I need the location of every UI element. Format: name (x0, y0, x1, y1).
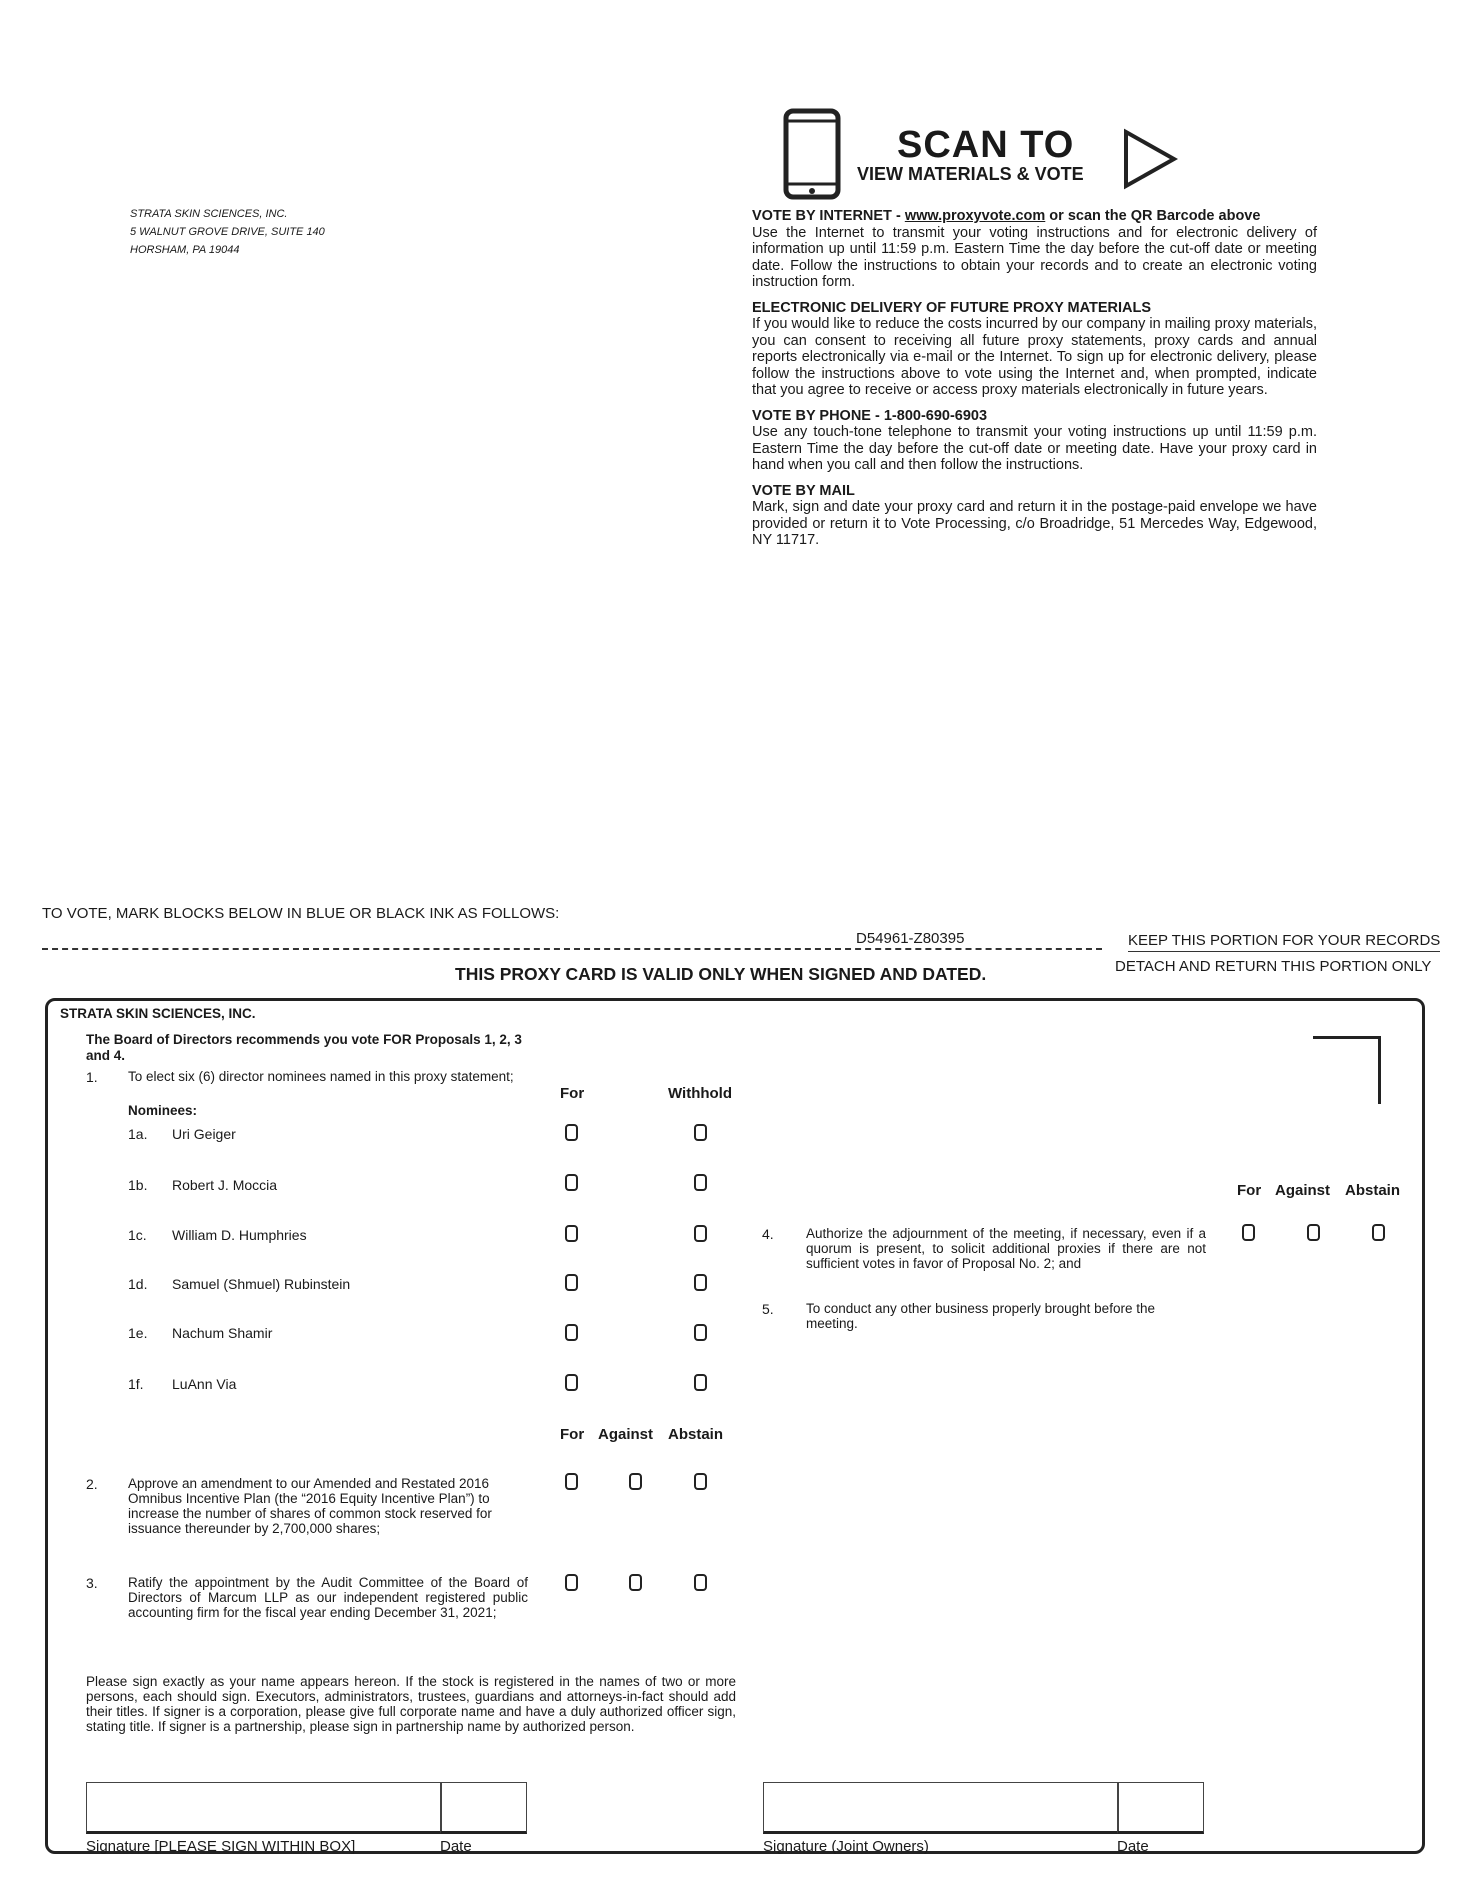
address-line-1: 5 WALNUT GROVE DRIVE, SUITE 140 (130, 226, 325, 238)
electronic-delivery-body: If you would like to reduce the costs incurred by our company in mailing proxy materials, you can consent to receiving all future proxy statements, proxy cards and annual reports electronically via e-mail or the Internet. To sign up for electronic delivery, please follow the instructions above to vote using the Internet and, when prompted, indicate that you agree to receive or access proxy materials electronically in future years. (752, 316, 1317, 398)
col-header-for-4: For (1237, 1182, 1262, 1199)
electronic-delivery-section (752, 300, 1317, 399)
nominee-1f-withhold-checkbox[interactable] (694, 1374, 707, 1391)
nominee-1d-for-checkbox[interactable] (565, 1274, 578, 1291)
company-name: STRATA SKIN SCIENCES, INC. (130, 208, 288, 220)
keep-portion-label: KEEP THIS PORTION FOR YOUR RECORDS (1128, 932, 1440, 952)
proposal-4-for-checkbox[interactable] (1242, 1224, 1255, 1241)
proposal-3-for-checkbox[interactable] (565, 1574, 578, 1591)
joint-signature-label: Signature (Joint Owners) (763, 1838, 929, 1855)
vote-by-internet-heading (752, 208, 1317, 225)
col-header-withhold: Withhold (668, 1085, 733, 1102)
proposal-3-number: 3. (86, 1575, 98, 1591)
scan-title: SCAN TO (897, 124, 1075, 166)
col-header-for: For (560, 1085, 585, 1102)
col-header-abstain-4: Abstain (1345, 1182, 1401, 1199)
proposal-3-abstain-checkbox[interactable] (694, 1574, 707, 1591)
proposal-3-text: Ratify the appointment by the Audit Committee of the Board of Directors of Marcum LLP as our independent registered public accounting firm for the fiscal year ending December 31, 2021; (128, 1575, 528, 1620)
vote-by-mail-section (752, 483, 1317, 549)
proposal-2-against-checkbox[interactable] (629, 1473, 642, 1490)
nominee-1a-for-checkbox[interactable] (565, 1124, 578, 1141)
vote-by-mail-heading: VOTE BY MAIL (752, 482, 855, 499)
nominees-heading: Nominees: (128, 1103, 198, 1118)
nominee-1f-id: 1f. (128, 1376, 144, 1392)
vote-by-internet-section (752, 208, 1317, 291)
voting-instructions (752, 208, 1317, 558)
signature-label: Signature [PLEASE SIGN WITHIN BOX] (86, 1838, 356, 1855)
proxyvote-link[interactable]: www.proxyvote.com (904, 208, 1046, 224)
signing-instructions: Please sign exactly as your name appears hereon. If the stock is registered in the names of two or more persons, each should sign. Executors, administrators, trustees, guardians and attorneys-in-fact should add their titles. If signer is a corporation, please give full corporate name and have a duly authorized officer sign, stating title. If signer is a partnership, please sign in partnership name by authorized person. (86, 1674, 736, 1734)
nominee-1d-name: Samuel (Shmuel) Rubinstein (172, 1276, 351, 1292)
nominee-1a-id: 1a. (128, 1126, 148, 1142)
proposal-4-against-checkbox[interactable] (1307, 1224, 1320, 1241)
scan-subtitle: VIEW MATERIALS & VOTE (857, 164, 1084, 184)
joint-date-box[interactable] (1117, 1782, 1204, 1834)
nominee-1a-name: Uri Geiger (172, 1126, 236, 1142)
nominee-1f-name: LuAnn Via (172, 1376, 237, 1392)
nominee-1d-id: 1d. (128, 1276, 148, 1292)
nominee-1c-withhold-checkbox[interactable] (694, 1225, 707, 1242)
nominee-1b-for-checkbox[interactable] (565, 1174, 578, 1191)
vote-by-phone-body: Use any touch-tone telephone to transmit your voting instructions up until 11:59 p.m. Eastern Time the day before the cut-off date or meeting date. Have your proxy card in hand when you call and then follow the instructions. (752, 424, 1317, 473)
nominee-1b-withhold-checkbox[interactable] (694, 1174, 707, 1191)
proposal-2-for-checkbox[interactable] (565, 1473, 578, 1490)
col-header-for-2: For (560, 1426, 585, 1443)
col-header-against-4: Against (1275, 1182, 1331, 1199)
proposal-1-number: 1. (86, 1069, 98, 1085)
proposal-4-number: 4. (762, 1226, 774, 1242)
nominee-1c-id: 1c. (128, 1227, 147, 1243)
company-address (130, 205, 325, 259)
internet-heading-suffix: or scan the QR Barcode above (1045, 208, 1261, 224)
mark-instructions: TO VOTE, MARK BLOCKS BELOW IN BLUE OR BLACK INK AS FOLLOWS: (42, 905, 560, 922)
vote-by-internet-body: Use the Internet to transmit your voting instructions and for electronic delivery of information up until 11:59 p.m. Eastern Time the day before the cut-off date or meeting date. Follow the instructions to obtain your records and to create an electronic voting instruction form. (752, 224, 1317, 290)
board-recommendation: The Board of Directors recommends you vote FOR Proposals 1, 2, 3 and 4. (86, 1032, 522, 1063)
nominee-1f-for-checkbox[interactable] (565, 1374, 578, 1391)
valid-notice: THIS PROXY CARD IS VALID ONLY WHEN SIGNED AND DATED. (455, 964, 987, 984)
electronic-delivery-heading: ELECTRONIC DELIVERY OF FUTURE PROXY MATERIALS (752, 299, 1152, 316)
detach-portion-label: DETACH AND RETURN THIS PORTION ONLY (1115, 958, 1432, 975)
control-number: D54961-Z80395 (856, 930, 965, 947)
date-box[interactable] (440, 1782, 527, 1834)
scan-to-vote-banner (782, 108, 1182, 203)
nominee-1b-id: 1b. (128, 1177, 148, 1193)
smartphone-icon (782, 108, 842, 200)
detach-cut-line (42, 948, 1102, 950)
proposal-4-text: Authorize the adjournment of the meeting, if necessary, even if a quorum is present, to solicit additional proxies if there are not sufficient votes in favor of Proposal No. 2; and (806, 1226, 1206, 1271)
vote-by-phone-section (752, 408, 1317, 474)
nominee-1d-withhold-checkbox[interactable] (694, 1274, 707, 1291)
play-arrow-icon (1122, 128, 1178, 190)
joint-date-label: Date (1117, 1838, 1149, 1855)
nominee-1e-name: Nachum Shamir (172, 1325, 273, 1341)
nominee-1e-for-checkbox[interactable] (565, 1324, 578, 1341)
registration-corner-mark (1313, 1036, 1381, 1104)
col-header-against-2: Against (598, 1426, 654, 1443)
proposal-2-text: Approve an amendment to our Amended and Restated 2016 Omnibus Incentive Plan (the “2016 Equity Incentive Plan”) to increase the number of shares of common stock reserved for issuance thereunder by 2,700,000 shares; (128, 1476, 492, 1536)
joint-signature-box[interactable] (763, 1782, 1119, 1834)
proposal-2-abstain-checkbox[interactable] (694, 1473, 707, 1490)
proposal-5-text: To conduct any other business properly brought before the meeting. (806, 1301, 1155, 1331)
card-company-name: STRATA SKIN SCIENCES, INC. (60, 1006, 256, 1021)
col-header-abstain-2: Abstain (668, 1426, 724, 1443)
vote-by-phone-heading: VOTE BY PHONE - 1-800-690-6903 (752, 407, 988, 424)
nominee-1e-id: 1e. (128, 1325, 148, 1341)
internet-heading-prefix: VOTE BY INTERNET - (752, 208, 905, 224)
nominee-1e-withhold-checkbox[interactable] (694, 1324, 707, 1341)
nominee-1b-name: Robert J. Moccia (172, 1177, 278, 1193)
address-line-2: HORSHAM, PA 19044 (130, 244, 240, 256)
proposal-3-against-checkbox[interactable] (629, 1574, 642, 1591)
proposal-4-abstain-checkbox[interactable] (1372, 1224, 1385, 1241)
signature-box[interactable] (86, 1782, 442, 1834)
proposal-5-number: 5. (762, 1301, 774, 1317)
proposal-2-number: 2. (86, 1476, 98, 1492)
proposal-1-text: To elect six (6) director nominees named in this proxy statement; (128, 1069, 514, 1084)
nominee-1c-name: William D. Humphries (172, 1227, 307, 1243)
nominee-1c-for-checkbox[interactable] (565, 1225, 578, 1242)
nominee-1a-withhold-checkbox[interactable] (694, 1124, 707, 1141)
date-label: Date (440, 1838, 472, 1855)
vote-by-mail-body: Mark, sign and date your proxy card and return it in the postage-paid envelope we have provided or return it to Vote Processing, c/o Broadridge, 51 Mercedes Way, Edgewood, NY 11717. (752, 499, 1317, 548)
